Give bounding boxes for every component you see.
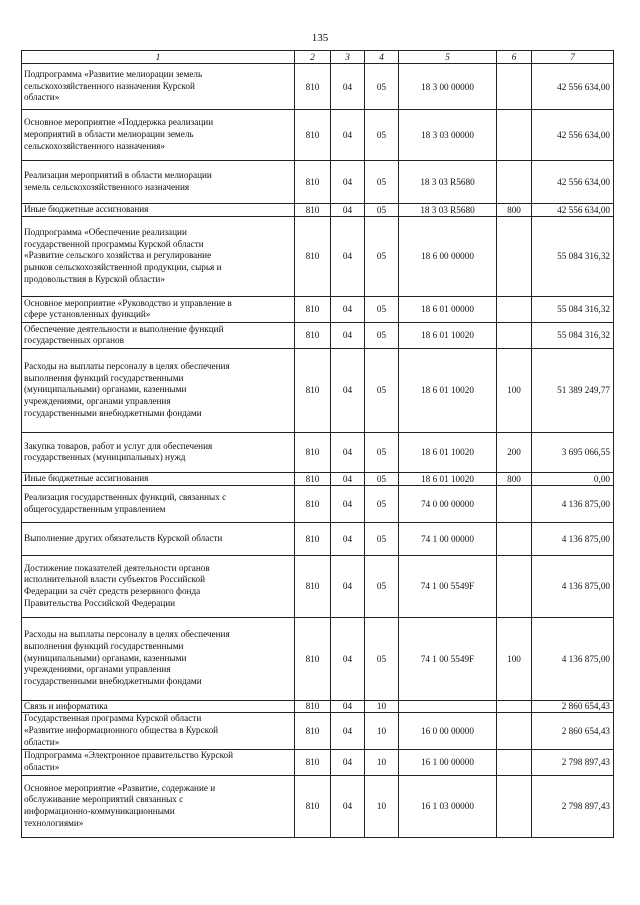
row-name-line: сельскохозяйственного назначения Курской xyxy=(24,80,195,91)
code-cell-subsection: 05 xyxy=(365,161,399,204)
column-header: 7 xyxy=(532,51,614,64)
row-name-line: Подпрограмма «Электронное правительство Курской xyxy=(24,750,234,761)
code-cell-subsection: 10 xyxy=(365,775,399,837)
code-cell-section: 04 xyxy=(331,204,365,217)
code-cell-ministry: 810 xyxy=(295,161,331,204)
code-cell-target: 18 6 01 10020 xyxy=(399,432,497,472)
table-row xyxy=(22,485,614,522)
column-header: 6 xyxy=(497,51,532,64)
row-name-cell xyxy=(22,555,295,617)
row-name-line: исполнительной власти субъектов Российской xyxy=(24,574,206,585)
column-header: 1 xyxy=(22,51,295,64)
code-cell-subsection: 10 xyxy=(365,713,399,749)
table-row xyxy=(22,348,614,432)
amount-cell: 2 860 654,43 xyxy=(532,713,614,749)
amount-cell: 2 798 897,43 xyxy=(532,775,614,837)
row-name-line: Основное мероприятие «Развитие, содержание и xyxy=(24,782,216,793)
row-name-line: Реализация государственных функций, связанных с xyxy=(24,491,227,502)
column-header: 4 xyxy=(365,51,399,64)
row-name-cell xyxy=(22,110,295,161)
amount-cell: 42 556 634,00 xyxy=(532,110,614,161)
row-name-line: (муниципальными) органами, казенными xyxy=(24,652,187,663)
row-name-cell xyxy=(22,522,295,555)
row-name-line: Выполнение других обязательств Курской области xyxy=(24,532,223,543)
row-name-cell xyxy=(22,713,295,749)
code-cell-section: 04 xyxy=(331,432,365,472)
code-cell-ministry: 810 xyxy=(295,700,331,713)
row-name-line: Закупка товаров, работ и услуг для обеспечения xyxy=(24,440,213,451)
code-cell-ministry: 810 xyxy=(295,522,331,555)
code-cell-subsection: 05 xyxy=(365,472,399,485)
code-cell-target: 18 6 00 00000 xyxy=(399,216,497,296)
row-name-line: обслуживание мероприятий связанных с xyxy=(24,794,184,805)
row-name-line: технологиями» xyxy=(24,818,84,829)
code-cell-section: 04 xyxy=(331,472,365,485)
row-name-cell xyxy=(22,216,295,296)
code-cell-expense-type xyxy=(497,485,532,522)
code-cell-ministry: 810 xyxy=(295,485,331,522)
row-name-line: информационно-коммуникационными xyxy=(24,806,175,817)
table-row xyxy=(22,432,614,472)
code-cell-section: 04 xyxy=(331,617,365,700)
table-row xyxy=(22,775,614,837)
code-cell-section: 04 xyxy=(331,775,365,837)
code-cell-ministry: 810 xyxy=(295,472,331,485)
row-name-line: области» xyxy=(24,736,60,747)
row-name-line: Основное мероприятие «Поддержка реализации xyxy=(24,117,214,128)
row-name-cell xyxy=(22,204,295,217)
code-cell-expense-type xyxy=(497,296,532,322)
row-name-line: Подпрограмма «Развитие мелиорации земель xyxy=(24,68,203,79)
code-cell-subsection: 05 xyxy=(365,322,399,348)
code-cell-ministry: 810 xyxy=(295,204,331,217)
amount-cell: 42 556 634,00 xyxy=(532,161,614,204)
row-name-line: «Развитие сельского хозяйства и регулирование xyxy=(24,250,212,261)
row-name-line: Достижение показателей деятельности органов xyxy=(24,562,210,573)
code-cell-ministry: 810 xyxy=(295,713,331,749)
row-name-line: Федерации за счёт средств резервного фонда xyxy=(24,586,201,597)
row-name-line: Иные бюджетные ассигнования xyxy=(24,472,149,483)
table-header-row xyxy=(22,51,614,64)
code-cell-target: 74 0 00 00000 xyxy=(399,485,497,522)
row-name-line: сфере установленных функций» xyxy=(24,309,151,320)
row-name-line: государственными внебюджетными фондами xyxy=(24,407,202,418)
code-cell-target: 74 1 00 5549F xyxy=(399,617,497,700)
code-cell-section: 04 xyxy=(331,216,365,296)
code-cell-subsection: 05 xyxy=(365,204,399,217)
code-cell-section: 04 xyxy=(331,296,365,322)
code-cell-section: 04 xyxy=(331,522,365,555)
code-cell-target: 18 3 03 R5680 xyxy=(399,204,497,217)
code-cell-expense-type xyxy=(497,555,532,617)
row-name-cell xyxy=(22,700,295,713)
amount-cell: 0,00 xyxy=(532,472,614,485)
amount-cell: 3 695 066,55 xyxy=(532,432,614,472)
table-row xyxy=(22,64,614,110)
code-cell-expense-type xyxy=(497,64,532,110)
code-cell-subsection: 05 xyxy=(365,64,399,110)
code-cell-ministry: 810 xyxy=(295,296,331,322)
code-cell-target: 18 6 01 10020 xyxy=(399,322,497,348)
code-cell-target: 18 3 03 R5680 xyxy=(399,161,497,204)
code-cell-subsection: 05 xyxy=(365,432,399,472)
code-cell-subsection: 05 xyxy=(365,296,399,322)
row-name-cell xyxy=(22,472,295,485)
code-cell-expense-type xyxy=(497,775,532,837)
code-cell-ministry: 810 xyxy=(295,348,331,432)
table-row xyxy=(22,617,614,700)
row-name-cell xyxy=(22,64,295,110)
code-cell-subsection: 05 xyxy=(365,617,399,700)
code-cell-expense-type xyxy=(497,522,532,555)
code-cell-ministry: 810 xyxy=(295,775,331,837)
code-cell-target: 18 6 01 00000 xyxy=(399,296,497,322)
code-cell-ministry: 810 xyxy=(295,110,331,161)
amount-cell: 42 556 634,00 xyxy=(532,64,614,110)
row-name-cell xyxy=(22,617,295,700)
table-row xyxy=(22,522,614,555)
row-name-line: учреждениями, органами управления xyxy=(24,664,171,675)
row-name-line: выполнения функций государственными xyxy=(24,372,184,383)
column-header: 3 xyxy=(331,51,365,64)
amount-cell: 4 136 875,00 xyxy=(532,617,614,700)
table-row xyxy=(22,749,614,775)
amount-cell: 4 136 875,00 xyxy=(532,485,614,522)
code-cell-subsection: 05 xyxy=(365,216,399,296)
code-cell-expense-type xyxy=(497,161,532,204)
row-name-line: «Развитие информационного общества в Курской xyxy=(24,725,219,736)
code-cell-section: 04 xyxy=(331,485,365,522)
row-name-line: государственной программы Курской области xyxy=(24,238,204,249)
row-name-cell xyxy=(22,348,295,432)
row-name-cell xyxy=(22,161,295,204)
code-cell-target: 18 3 00 00000 xyxy=(399,64,497,110)
row-name-line: общегосударственным управлением xyxy=(24,503,166,514)
code-cell-target: 16 1 00 00000 xyxy=(399,749,497,775)
code-cell-target xyxy=(399,700,497,713)
row-name-line: Расходы на выплаты персоналу в целях обеспечения xyxy=(24,360,230,371)
code-cell-expense-type: 800 xyxy=(497,472,532,485)
code-cell-subsection: 05 xyxy=(365,522,399,555)
row-name-cell xyxy=(22,749,295,775)
table-row xyxy=(22,472,614,485)
code-cell-section: 04 xyxy=(331,64,365,110)
code-cell-subsection: 05 xyxy=(365,348,399,432)
code-cell-expense-type xyxy=(497,110,532,161)
row-name-line: Правительства Российской Федерации xyxy=(24,597,176,608)
code-cell-expense-type xyxy=(497,700,532,713)
code-cell-subsection: 05 xyxy=(365,110,399,161)
row-name-line: Расходы на выплаты персоналу в целях обеспечения xyxy=(24,629,230,640)
column-header: 5 xyxy=(399,51,497,64)
row-name-line: выполнения функций государственными xyxy=(24,640,184,651)
code-cell-ministry: 810 xyxy=(295,322,331,348)
table-row xyxy=(22,555,614,617)
row-name-cell xyxy=(22,485,295,522)
amount-cell: 55 084 316,32 xyxy=(532,216,614,296)
code-cell-target: 16 1 03 00000 xyxy=(399,775,497,837)
code-cell-target: 74 1 00 5549F xyxy=(399,555,497,617)
code-cell-expense-type: 200 xyxy=(497,432,532,472)
code-cell-section: 04 xyxy=(331,749,365,775)
row-name-line: государственных органов xyxy=(24,335,124,346)
amount-cell: 51 389 249,77 xyxy=(532,348,614,432)
code-cell-ministry: 810 xyxy=(295,555,331,617)
table-row xyxy=(22,322,614,348)
amount-cell: 4 136 875,00 xyxy=(532,555,614,617)
code-cell-subsection: 10 xyxy=(365,749,399,775)
row-name-line: области» xyxy=(24,92,60,103)
code-cell-ministry: 810 xyxy=(295,432,331,472)
code-cell-subsection: 10 xyxy=(365,700,399,713)
code-cell-target: 74 1 00 00000 xyxy=(399,522,497,555)
code-cell-section: 04 xyxy=(331,110,365,161)
column-header: 2 xyxy=(295,51,331,64)
row-name-line: Государственная программа Курской области xyxy=(24,713,202,724)
budget-table xyxy=(21,50,614,838)
code-cell-ministry: 810 xyxy=(295,216,331,296)
code-cell-section: 04 xyxy=(331,322,365,348)
row-name-line: земель сельскохозяйственного назначения xyxy=(24,182,190,192)
code-cell-expense-type xyxy=(497,216,532,296)
row-name-line: государственными внебюджетными фондами xyxy=(24,676,202,687)
row-name-line: рынков сельскохозяйственной продукции, сырья и xyxy=(24,262,222,273)
amount-cell: 55 084 316,32 xyxy=(532,322,614,348)
code-cell-ministry: 810 xyxy=(295,617,331,700)
row-name-line: Обеспечение деятельности и выполнение функций xyxy=(24,323,224,334)
row-name-line: Иные бюджетные ассигнования xyxy=(24,204,149,214)
code-cell-section: 04 xyxy=(331,713,365,749)
amount-cell: 4 136 875,00 xyxy=(532,522,614,555)
code-cell-target: 18 6 01 10020 xyxy=(399,348,497,432)
amount-cell: 2 798 897,43 xyxy=(532,749,614,775)
row-name-cell xyxy=(22,296,295,322)
code-cell-expense-type xyxy=(497,713,532,749)
row-name-cell xyxy=(22,775,295,837)
code-cell-expense-type xyxy=(497,322,532,348)
row-name-line: (муниципальными) органами, казенными xyxy=(24,384,187,395)
code-cell-ministry: 810 xyxy=(295,64,331,110)
row-name-line: мероприятий в области мелиорации земель xyxy=(24,129,194,140)
code-cell-section: 04 xyxy=(331,555,365,617)
code-cell-target: 18 3 03 00000 xyxy=(399,110,497,161)
table-body xyxy=(22,64,614,838)
table-row xyxy=(22,700,614,713)
table-row xyxy=(22,161,614,204)
code-cell-section: 04 xyxy=(331,348,365,432)
code-cell-expense-type: 800 xyxy=(497,204,532,217)
code-cell-target: 18 6 01 10020 xyxy=(399,472,497,485)
code-cell-subsection: 05 xyxy=(365,485,399,522)
page-number: 135 xyxy=(311,32,329,44)
row-name-line: Основное мероприятие «Руководство и управление в xyxy=(24,297,232,308)
row-name-line: Реализация мероприятий в области мелиорации xyxy=(24,170,212,181)
row-name-line: учреждениями, органами управления xyxy=(24,396,171,407)
row-name-line: сельскохозяйственного назначения» xyxy=(24,140,166,151)
code-cell-section: 04 xyxy=(331,700,365,713)
amount-cell: 55 084 316,32 xyxy=(532,296,614,322)
table-row xyxy=(22,296,614,322)
row-name-cell xyxy=(22,432,295,472)
table-row xyxy=(22,216,614,296)
code-cell-target: 16 0 00 00000 xyxy=(399,713,497,749)
code-cell-expense-type: 100 xyxy=(497,617,532,700)
row-name-line: продовольствия в Курской области» xyxy=(24,273,165,284)
amount-cell: 42 556 634,00 xyxy=(532,204,614,217)
row-name-line: области» xyxy=(24,762,60,773)
code-cell-expense-type xyxy=(497,749,532,775)
code-cell-ministry: 810 xyxy=(295,749,331,775)
code-cell-section: 04 xyxy=(331,161,365,204)
table-row xyxy=(22,110,614,161)
amount-cell: 2 860 654,43 xyxy=(532,700,614,713)
table-row xyxy=(22,713,614,749)
row-name-line: Связь и информатика xyxy=(24,700,108,711)
row-name-cell xyxy=(22,322,295,348)
row-name-line: государственных (муниципальных) нужд xyxy=(24,452,186,463)
table-row xyxy=(22,204,614,217)
code-cell-expense-type: 100 xyxy=(497,348,532,432)
code-cell-subsection: 05 xyxy=(365,555,399,617)
row-name-line: Подпрограмма «Обеспечение реализации xyxy=(24,226,187,237)
